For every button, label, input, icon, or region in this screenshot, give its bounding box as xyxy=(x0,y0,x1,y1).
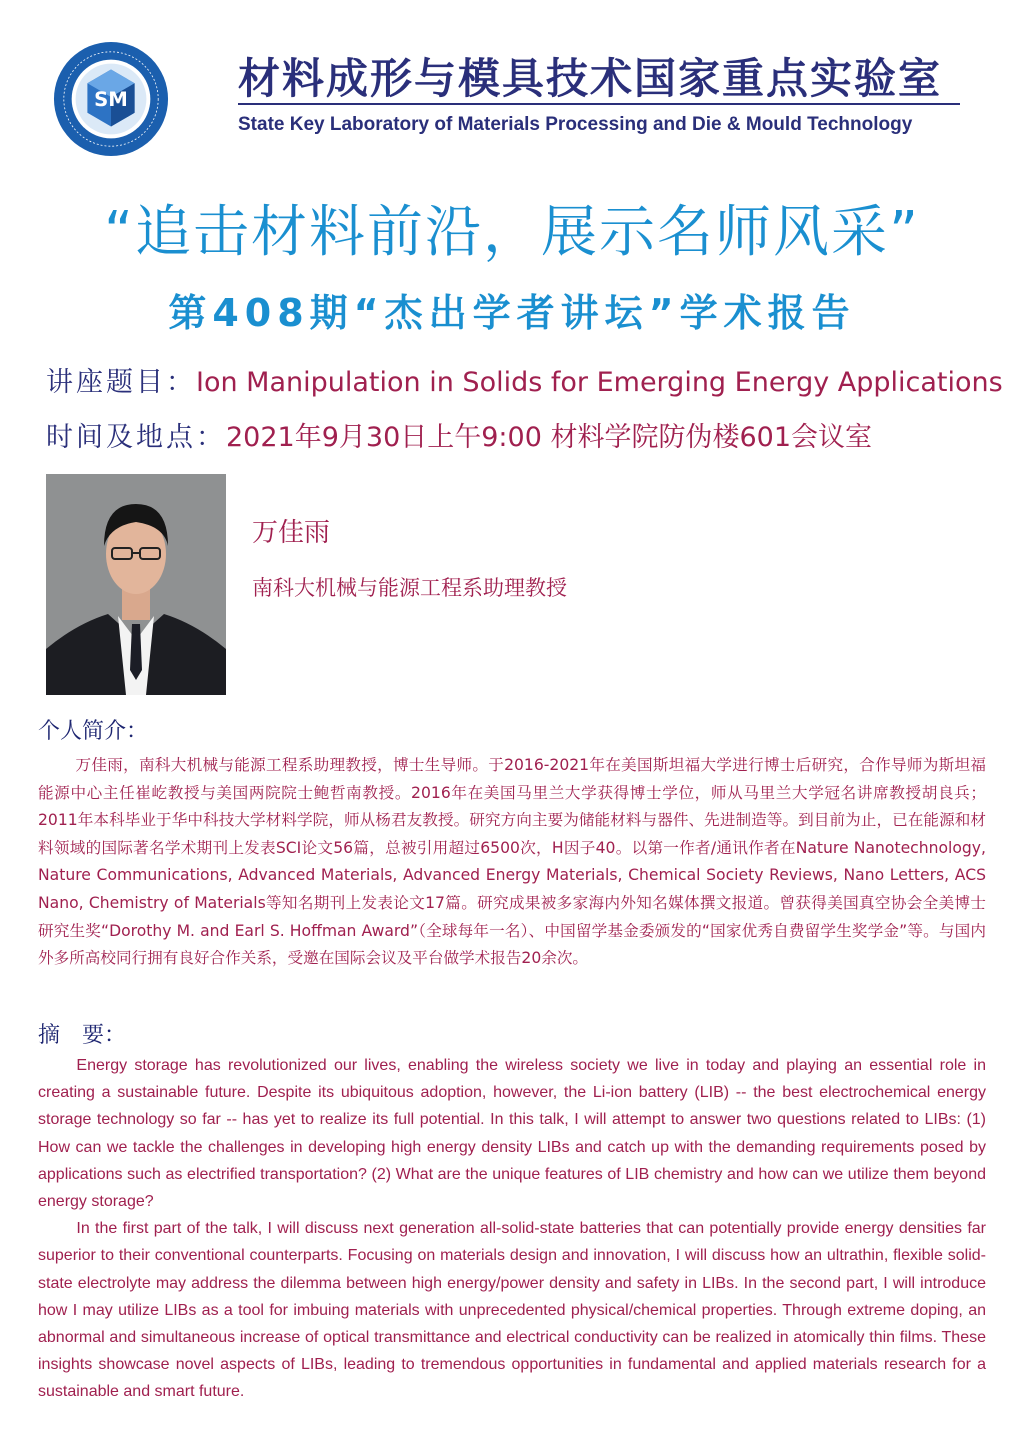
issue-title: 第408期“杰出学者讲坛”学术报告 xyxy=(168,291,856,335)
speaker-name: 万佳雨 xyxy=(252,518,331,548)
time-place: 2021年9月30日上午9:00 材料学院防伪楼601会议室 xyxy=(226,422,872,453)
bio-section xyxy=(38,752,986,973)
abstract-section xyxy=(38,1052,986,1406)
lab-logo xyxy=(52,40,170,158)
lecture-topic: Ion Manipulation in Solids for Emerging Energy Applications xyxy=(196,367,1003,398)
lab-name-english: State Key Laboratory of Materials Processing and Die & Mould Technology xyxy=(238,114,913,135)
speaker-photo xyxy=(46,474,226,695)
time-place-row xyxy=(46,415,872,454)
lecture-topic-row xyxy=(46,360,1003,399)
lab-name-chinese: 材料成形与模具技术国家重点实验室 xyxy=(238,54,943,103)
bio-text: 万佳雨，南科大机械与能源工程系助理教授，博士生导师。于2016-2021年在美国斯坦福大学进行博士后研究，合作导师为斯坦福能源中心主任崔屹教授与美国两院院士鲍哲南教授。2016年在美国马里兰大学获得博士学位，师从马里兰大学冠名讲席教授胡良兵；2011年本科毕业于华中科技大学材料学院，师从杨君友教授。研究方向主要为储能材料与器件、先进制造等。到目前为止，已在能源和材料领域的国际著名学术期刊上发表SCI论文56篇，总被引用超过6500次，H因子40。以第一作者/通讯作者在Nature Nanotechnology, Nature Communications, Advanced Materials, Advanced Energy Materials, Chemical Society Reviews, Nano Letters, ACS Nano, Chemistry of Materials等知名期刊上发表论文17篇。研究成果被多家海内外知名媒体撰文报道。曾获得美国真空协会全美博士研究生奖“Dorothy M. and Earl S. Hoffman Award”（全球每年一名）、中国留学基金委颁发的“国家优秀自费留学生奖学金”等。与国内外多所高校同行拥有良好合作关系，受邀在国际会议及平台做学术报告20余次。 xyxy=(38,756,986,968)
abstract-heading: 摘 要： xyxy=(38,1023,127,1048)
svg-text:SM: SM xyxy=(94,87,128,111)
time-label: 时间及地点： xyxy=(46,422,226,453)
topic-label: 讲座题目： xyxy=(46,367,196,398)
abstract-paragraph-1: Energy storage has revolutionized our lives, enabling the wireless society we live in today and playing an essential role in creating a sustainable future. Despite its ubiquitous adoption, however, the Li-ion battery (LIB) -- the best electrochemical energy storage technology so far -- has yet to realize its full potential. In this talk, I will attempt to answer two questions related to LIBs: (1) How can we tackle the challenges in developing high energy density LIBs and catch up with the demanding requirements posed by applications such as electrified transportation? (2) What are the unique features of LIB chemistry and how can we utilize them beyond energy storage? xyxy=(38,1057,986,1211)
bio-heading: 个人简介： xyxy=(38,719,149,744)
slogan: “追击材料前沿，展示名师风采” xyxy=(103,200,921,265)
header-divider xyxy=(238,103,960,105)
speaker-title: 南科大机械与能源工程系助理教授 xyxy=(252,576,567,600)
abstract-paragraph-2: In the first part of the talk, I will discuss next generation all-solid-state batteries that can potentially provide energy densities far superior to their conventional counterparts. Focusing on materials design and innovation, I will discuss how an ultrathin, flexible solid-state electrolyte may address the dilemma between high energy/power density and safety in LIBs. In the second part, I will introduce how I may utilize LIBs as a tool for imbuing materials with unprecedented physical/chemical properties. Through extreme doping, an abnormal and simultaneous increase of optical transmittance and electrical conductivity can be realized in atomically thin films. These insights showcase novel aspects of LIBs, leading to tremendous opportunities in fundamental and applied materials research for a sustainable and smart future. xyxy=(38,1220,986,1401)
